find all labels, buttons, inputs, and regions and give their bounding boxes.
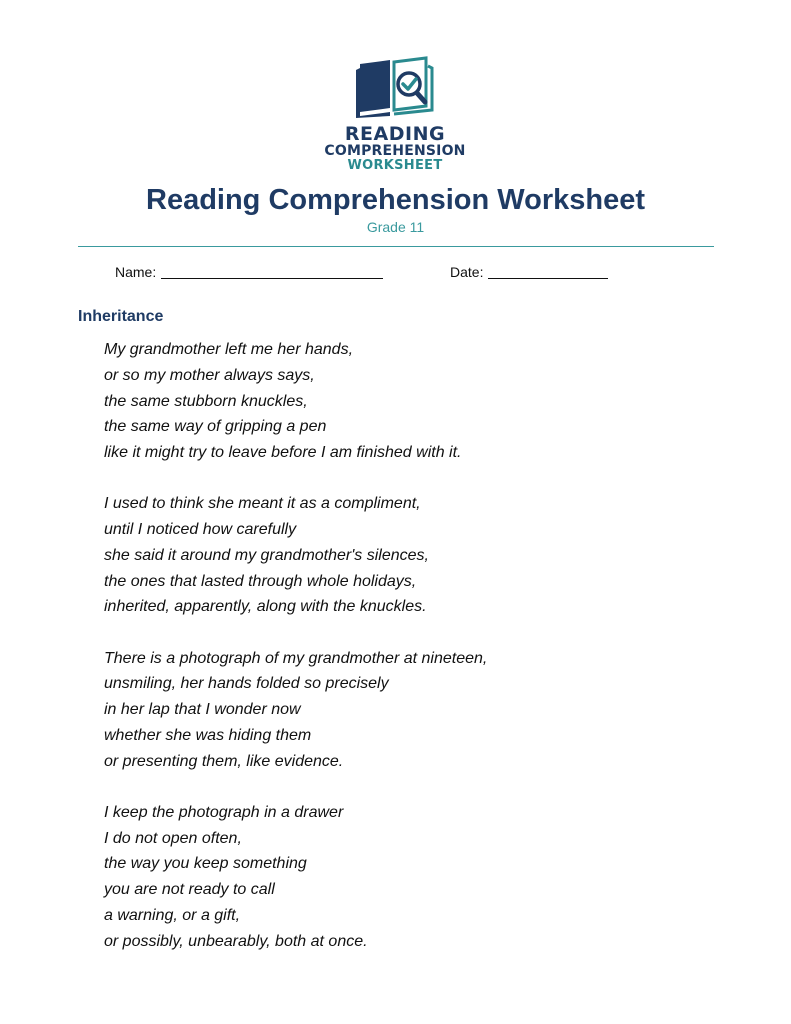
poem-line: the same way of gripping a pen bbox=[104, 418, 327, 436]
poem-line: or possibly, unbearably, both at once. bbox=[104, 932, 368, 950]
poem-line: I used to think she meant it as a compliment, bbox=[104, 495, 421, 513]
poem-line: There is a photograph of my grandmother at nineteen, bbox=[104, 649, 488, 667]
poem-line: whether she was hiding them bbox=[104, 726, 312, 744]
poem-line: like it might try to leave before I am finished with it. bbox=[104, 444, 462, 461]
poem-line: My grandmother left me her hands, bbox=[104, 341, 354, 358]
poem-stanza-2 bbox=[104, 491, 724, 620]
header-divider bbox=[78, 246, 714, 247]
poem-line: she said it around my grandmother's silences, bbox=[104, 546, 429, 564]
worksheet-logo bbox=[312, 52, 478, 178]
page-title: Reading Comprehension Worksheet bbox=[146, 184, 645, 216]
poem-line: until I noticed how carefully bbox=[104, 521, 297, 538]
grade-label: Grade 11 bbox=[366, 219, 425, 235]
logo-text-reading: READING bbox=[344, 123, 446, 145]
logo-text-comprehension: COMPREHENSION bbox=[324, 143, 466, 159]
poem-line: a warning, or a gift, bbox=[104, 906, 241, 924]
poem-stanza-4 bbox=[104, 800, 724, 955]
poem-line: the ones that lasted through whole holidays, bbox=[104, 572, 417, 590]
poem-line: I do not open often, bbox=[104, 829, 242, 847]
book-magnifier-check-icon bbox=[354, 56, 436, 122]
poem-stanza-3 bbox=[104, 646, 724, 775]
poem-line: the same stubborn knuckles, bbox=[104, 392, 308, 410]
poem-line: unsmiling, her hands folded so precisely bbox=[104, 675, 389, 693]
name-label: Name: bbox=[115, 264, 157, 280]
poem-stanza-1 bbox=[104, 337, 724, 466]
poem-line: I keep the photograph in a drawer bbox=[104, 803, 344, 821]
poem-line: the way you keep something bbox=[104, 855, 307, 873]
name-field[interactable] bbox=[115, 264, 383, 280]
poem-line: inherited, apparently, along with the knuckles. bbox=[104, 598, 427, 616]
poem-line: or presenting them, like evidence. bbox=[104, 752, 344, 770]
poem-title: Inheritance bbox=[78, 308, 164, 325]
date-blank-line[interactable] bbox=[488, 264, 608, 279]
poem-line: you are not ready to call bbox=[104, 881, 275, 898]
poem-body bbox=[104, 337, 724, 980]
date-field[interactable] bbox=[450, 264, 608, 280]
logo-text-worksheet: WORKSHEET bbox=[347, 158, 443, 173]
name-blank-line[interactable] bbox=[161, 264, 383, 279]
date-label: Date: bbox=[450, 264, 484, 280]
poem-line: or so my mother always says, bbox=[104, 366, 315, 384]
poem-line: in her lap that I wonder now bbox=[104, 701, 301, 718]
